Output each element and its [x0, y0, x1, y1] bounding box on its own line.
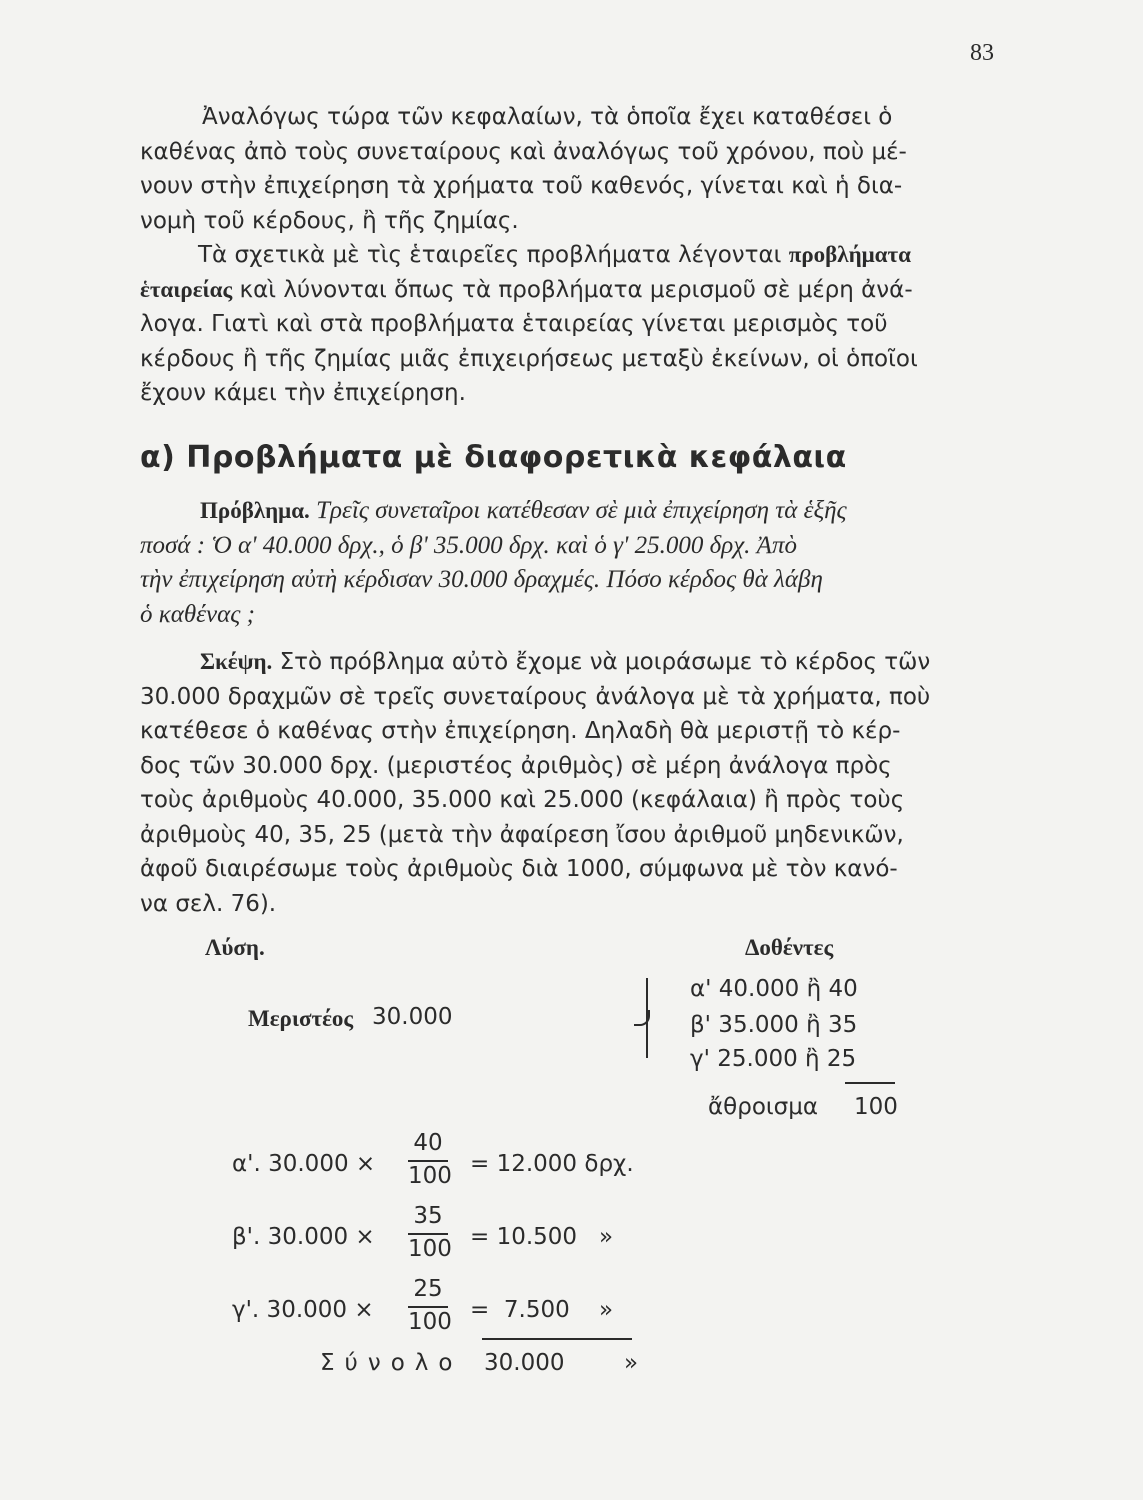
fraction-denominator: 100 [408, 1236, 452, 1262]
calc-lhs: γ'. 30.000 × [232, 1297, 374, 1323]
calc-rhs: = 7.500 » [470, 1297, 614, 1323]
solution-label: Λύση. [205, 935, 265, 960]
text-line: Ἀναλόγως τώρα τῶν κεφαλαίων, τὰ ὁποῖα ἔχει καταθέσει ὁ [202, 104, 893, 130]
term-bold: προβλήματα [788, 242, 911, 267]
text-line: ὁ καθένας ; [140, 600, 255, 628]
text-line [140, 238, 1000, 273]
fraction-denominator: 100 [408, 1309, 452, 1335]
text-line: να σελ. 76). [140, 890, 277, 917]
fraction-numerator: 35 [413, 1203, 443, 1229]
given-row: α' 40.000 ἢ 40 [690, 976, 858, 1002]
sum-rule [845, 1082, 895, 1084]
text-fragment: Τρεῖς συνεταῖροι κατέθεσαν σὲ μιὰ ἐπιχείρηση τὰ ἑξῆς [309, 497, 847, 524]
text-line: νομὴ τοῦ κέρδους, ἢ τῆς ζημίας. [140, 207, 519, 234]
sum-label: ἄθροισμα [708, 1094, 819, 1120]
text-line: κατέθεσε ὁ καθένας στὴν ἐπιχείρηση. Δηλαδὴ θὰ μεριστῇ τὸ κέρ- [140, 718, 901, 744]
calc-rhs: = 12.000 δρχ. [470, 1151, 634, 1177]
intro-paragraph [140, 100, 1000, 238]
fraction-bar [408, 1306, 448, 1308]
text-fragment: Τὰ σχετικὰ μὲ τὶς ἑταιρεῖες προβλήματα λέγονται [198, 242, 789, 268]
text-line: δος τῶν 30.000 δρχ. (μεριστέος ἀριθμὸς) σὲ μέρη ἀνάλογα πρὸς [140, 752, 892, 779]
calc-rhs: = 10.500 » [470, 1224, 614, 1250]
text-line: κέρδους ἢ τῆς ζημίας μιᾶς ἐπιχειρήσεως μεταξὺ ἐκείνων, οἱ ὁποῖοι [140, 345, 918, 372]
text-line [140, 494, 1000, 529]
fraction-denominator: 100 [408, 1163, 452, 1189]
sum-value: 100 [854, 1094, 898, 1120]
problem-label: Πρόβλημα. [200, 498, 310, 523]
given-row: β' 35.000 ἢ 35 [690, 1012, 858, 1038]
text-line [140, 273, 1000, 308]
section-heading: α) Προβλήματα μὲ διαφορετικὰ κεφάλαια [140, 440, 847, 475]
given-row: γ' 25.000 ἢ 25 [690, 1046, 857, 1072]
text-line: ἀφοῦ διαιρέσωμε τοὺς ἀριθμοὺς διὰ 1000, σύμφωνα μὲ τὸν κανό- [140, 856, 898, 882]
text-line [140, 645, 1000, 680]
total-rule [482, 1338, 632, 1340]
text-fragment: καὶ λύνονται ὅπως τὰ προβλήματα μερισμοῦ σὲ μέρη ἀνά- [232, 276, 913, 303]
text-line: ἔχουν κάμει τὴν ἐπιχείρηση. [140, 380, 466, 406]
dividend-label: Μεριστέος [248, 1006, 354, 1031]
text-line: καθένας ἀπὸ τοὺς συνεταίρους καὶ ἀναλόγως τοῦ χρόνου, ποὺ μέ- [140, 138, 907, 165]
given-label: Δοθέντες [745, 935, 834, 960]
thought-paragraph [140, 645, 1000, 921]
text-line: τοὺς ἀριθμοὺς 40.000, 35.000 καὶ 25.000 (κεφάλαια) ἢ πρὸς τοὺς [140, 787, 905, 813]
calc-lhs: α'. 30.000 × [232, 1151, 376, 1177]
text-line: ἀριθμοὺς 40, 35, 25 (μετὰ τὴν ἀφαίρεση ἴσου ἀριθμοῦ μηδενικῶν, [140, 821, 904, 848]
text-line: 30.000 δραχμῶν σὲ τρεῖς συνεταίρους ἀνάλογα μὲ τὰ χρήματα, ποὺ [140, 683, 931, 710]
dividend-value: 30.000 [372, 1004, 453, 1030]
total-label: Σύνολο [320, 1350, 463, 1376]
text-line: νουν στὴν ἐπιχείρηση τὰ χρήματα τοῦ καθενός, γίνεται καὶ ἡ δια- [140, 173, 903, 199]
calc-lhs: β'. 30.000 × [232, 1224, 375, 1250]
page-number: 83 [970, 40, 994, 66]
total-unit: » [624, 1350, 639, 1376]
text-line: ποσά : Ὁ α' 40.000 δρχ., ὁ β' 35.000 δρχ. καὶ ὁ γ' 25.000 δρχ. Ἀπὸ [140, 531, 797, 559]
text-line: τὴν ἐπιχείρηση αὐτὴ κέρδισαν 30.000 δραχμές. Πόσο κέρδος θὰ λάβη [140, 566, 823, 593]
text-fragment: Στὸ πρόβλημα αὐτὸ ἔχομε νὰ μοιράσωμε τὸ κέρδος τῶν [272, 649, 931, 675]
fraction-numerator: 40 [413, 1130, 443, 1156]
fraction-bar [408, 1233, 448, 1235]
problem-statement [140, 494, 1000, 632]
fraction-numerator: 25 [413, 1276, 443, 1302]
thought-label: Σκέψη. [200, 649, 273, 674]
partnership-paragraph [140, 238, 1000, 411]
fraction-bar [408, 1160, 448, 1162]
total-value: 30.000 [484, 1350, 565, 1376]
text-line: λογα. Γιατὶ καὶ στὰ προβλήματα ἑταιρείας γίνεται μερισμὸς τοῦ [140, 311, 888, 337]
term-bold: ἑταιρείας [140, 276, 233, 302]
